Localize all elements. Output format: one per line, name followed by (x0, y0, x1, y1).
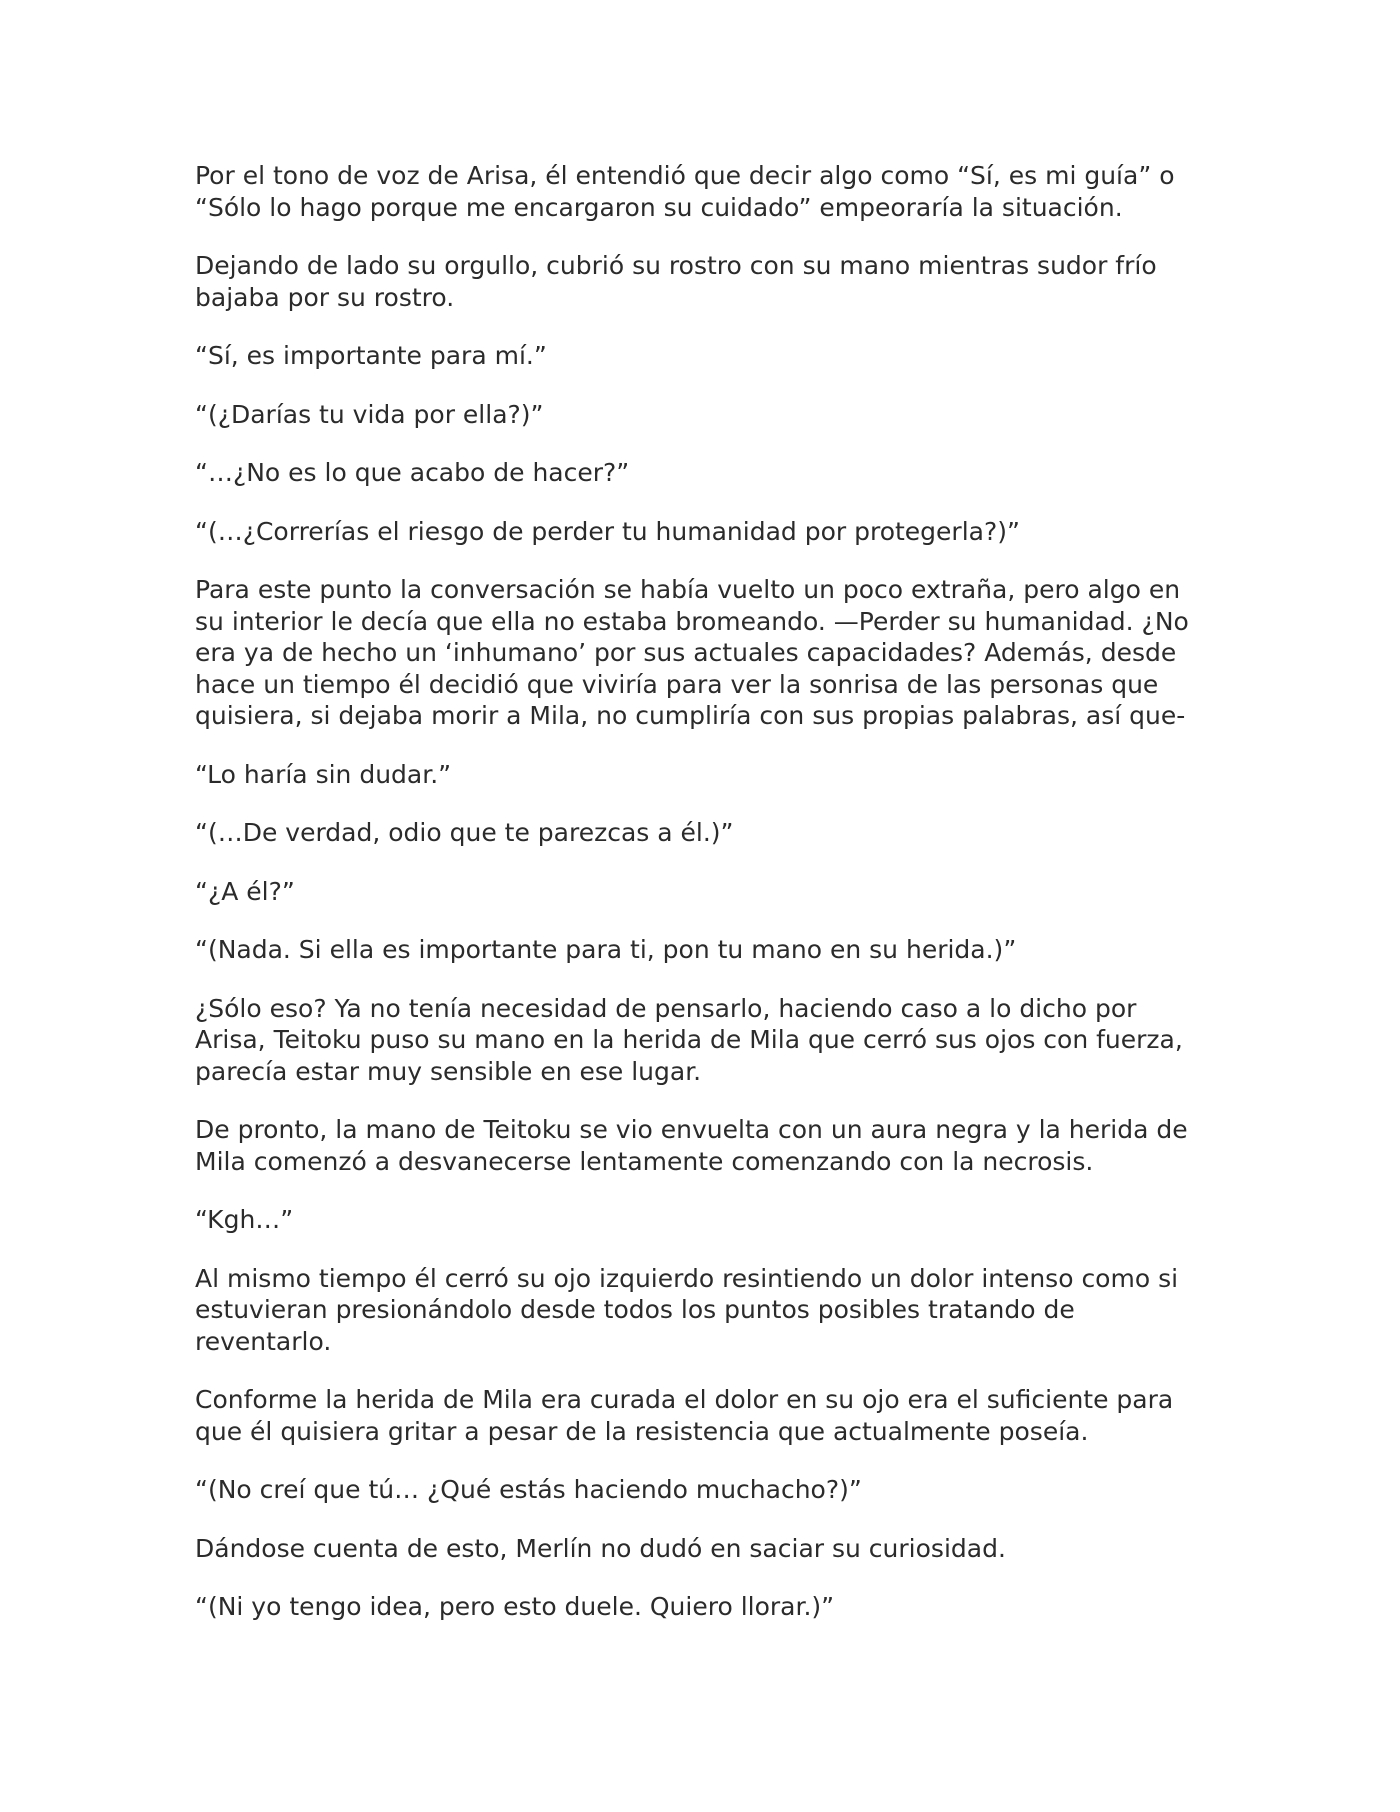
dialogue-line: “¿A él?” (195, 876, 295, 906)
paragraph: Dejando de lado su orgullo, cubrió su rostro con su mano mientras sudor frío bajaba por su rostro. (195, 251, 1157, 312)
document-body (195, 160, 1205, 1650)
dialogue-line: “Lo haría sin dudar.” (195, 759, 452, 789)
dialogue-line: “…¿No es lo que acabo de hacer?” (195, 458, 630, 487)
dialogue-line: “(Ni yo tengo idea, pero esto duele. Quiero llorar.)” (195, 1592, 835, 1621)
dialogue-line: “Sí, es importante para mí.” (195, 341, 547, 370)
dialogue-line: “(Nada. Si ella es importante para ti, pon tu mano en su herida.)” (195, 935, 1017, 964)
paragraph: Al mismo tiempo él cerró su ojo izquierdo resintiendo un dolor intenso como si estuvieran presionándolo desde todos los puntos posibles tratando de reventarlo. (195, 1263, 1179, 1356)
paragraph: Conforme la herida de Mila era curada el dolor en su ojo era el suficiente para que él quisiera gritar a pesar de la resistencia que actualmente poseía. (195, 1385, 1174, 1446)
paragraph: Por el tono de voz de Arisa, él entendió que decir algo como “Sí, es mi guía” o “Sólo lo hago porque me encargaron su cuidado” empeoraría la situación. (195, 161, 1175, 222)
dialogue-line: “Kgh…” (195, 1205, 294, 1234)
paragraph: De pronto, la mano de Teitoku se vio envuelta con un aura negra y la herida de Mila comenzó a desvanecerse lentamente comenzando con la necrosis. (195, 1115, 1188, 1176)
dialogue-line: “(…De verdad, odio que te parezcas a él.)” (195, 818, 734, 847)
paragraph: ¿Sólo eso? Ya no tenía necesidad de pensarlo, haciendo caso a lo dicho por Arisa, Teitoku puso su mano en la herida de Mila que cerró sus ojos con fuerza, parecía estar muy sensible en ese lugar. (195, 993, 1183, 1086)
dialogue-line: “(No creí que tú… ¿Qué estás haciendo muchacho?)” (195, 1475, 862, 1504)
paragraph: Para este punto la conversación se había vuelto un poco extraña, pero algo en su interior le decía que ella no estaba bromeando. —Perder su humanidad. ¿No era ya de hecho un ‘inhumano’ por sus actuales capacidades? Además, desde hace un tiempo él decidió que viviría para ver la sonrisa de las personas que quisiera, si dejaba morir a Mila, no cumpliría con sus propias palabras, así que- (195, 575, 1189, 730)
dialogue-line: “(…¿Correrías el riesgo de perder tu humanidad por protegerla?)” (195, 516, 1020, 546)
dialogue-line: “(¿Darías tu vida por ella?)” (195, 399, 544, 429)
paragraph: Dándose cuenta de esto, Merlín no dudó en saciar su curiosidad. (195, 1533, 1006, 1563)
